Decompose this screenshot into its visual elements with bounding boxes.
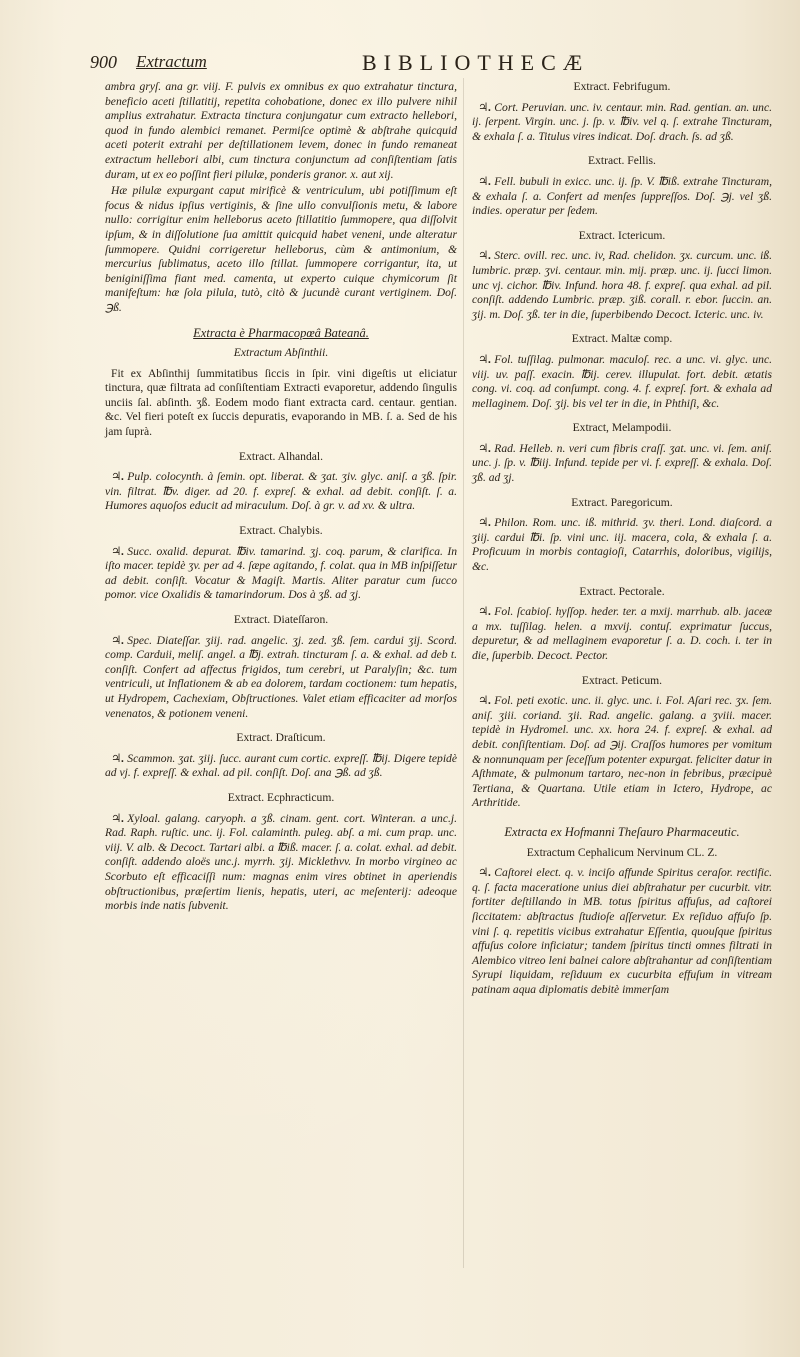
entry-heading: Extract. Peticum. (581, 673, 663, 687)
recipe-symbol: ♃. (111, 751, 125, 765)
recipe-paragraph: ♃. Cort. Peruvian. unc. iv. centaur. min. Rad. gentian. an. unc. ij. ſerpent. Virgin. unc. j. ſp. v. ℔iv. vel q. ſ. extrahe Tincturam, & exhala ſ. a. Titulus vires indicat. Doſ. drach. ſs. ad ʒß. (472, 100, 772, 143)
recipe-paragraph: ♃. Pulp. colocynth. à ſemin. opt. liberat. & ʒat. ʒiv. glyc. aniſ. a ʒß. ſpir. vin. filtrat. ℔v. diger. ad 20. f. expreſ. & exhal. ad debit. conſiſt. ſ. a. Humores aquoſos educit ad miraculum. Doſ. à gr. v. ad xv. & ultra. (105, 470, 457, 513)
recipe-symbol: ♃. (478, 605, 492, 619)
entry-heading: Extract. Pectorale. (579, 584, 665, 598)
subsection-heading: Extractum Abſinthii. (233, 346, 329, 360)
recipe-symbol: ♃. (111, 811, 125, 825)
recipe-symbol: ♃. (478, 249, 492, 263)
left-column (105, 80, 457, 916)
entry-heading: Extract. Fellis. (588, 154, 656, 168)
recipe-paragraph: ♃. Fol. peti exotic. unc. ii. glyc. unc. i. Fol. Aſari rec. ʒx. ſem. aniſ. ʒiii. coriand. ʒii. Rad. angelic. galang. a ʒviii. macer. tepidè in Hydromel. unc. xx. hora 24. f. expreſ. & exhal. ad debit. conſiſtentiam. Doſ. ad ℈ij. Craſſos humores per vomitum & nonnunquam per ſeceſſum potenter expurgat. feliciter datur in Aſthmate, & pulmonum tartaro, nec-non in febribus, præcipuè Tertiana, & Quartana. Utile etiam in Ictero, Hydrope, ac Arthritide. (472, 694, 772, 810)
entry-heading: Extract. Ictericum. (578, 228, 666, 242)
entry-heading: Extractum Cephalicum Nervinum CL. Z. (526, 845, 718, 859)
recipe-paragraph: ♃. Spec. Diateſſar. ʒiij. rad. angelic. ʒj. zed. ʒß. ſem. cardui ʒij. Scord. comp. Carduii, meliſ. angel. a ℔j. extrah. tincturam ſ. a. & exhal. ad deb t. conſiſt. Confert ad affectus frigidos, tum cerebri, ut Paralyſin; &c. tum ventriculi, ut Inflationem & ab ea dolorem, tardam coctionem: tum hepatis, ut Hydropem, Cachexiam, Obſtructiones. Valet etiam efficaciter ad morſos venenatos, & potionem veneni. (105, 633, 457, 720)
recipe-symbol: ♃. (478, 694, 492, 708)
entry-heading: Extract. Alhandal. (238, 449, 324, 463)
recipe-symbol: ♃. (478, 174, 492, 188)
recipe-paragraph: ♃. Sterc. ovill. rec. unc. iv, Rad. chelidon. ʒx. curcum. unc. iß. lumbric. præp. ʒvi. centaur. min. mij. præp. unc. ij. ſucci limon. unc vj. cichor. ℔iv. Infund. hora 48. f. expreſ. qua exhal. ad pil. conſiſt. addendo Lumbric. præp. ʒiß. corall. r. ebor. ſuccin. an. ʒij. m. Doſ. ʒß. ter in die, ſuperbibendo Decoct. Icteric. unc. iv. (472, 249, 772, 321)
recipe-symbol: ♃. (111, 544, 125, 558)
recipe-symbol: ♃. (478, 352, 492, 366)
recipe-paragraph: ♃. Succ. oxalid. depurat. ℔iv. tamarind. ʒj. coq. parum, & clarifica. In iſto macer. tepidè ʒv. per ad 4. ſæpe agitando, f. colat. qua in MB inſpiſſetur ad debit. conſiſt. Vocatur & Magiſt. Martis. Aliter paratur cum ſucco pomor. vice Oxalidis & tamarindorum. Dos à ʒß. ad ʒj. (105, 544, 457, 602)
entry-heading: Extract. Paregoricum. (571, 495, 673, 509)
recipe-paragraph: ♃. Fol. tuſſilag. pulmonar. maculoſ. rec. a unc. vi. glyc. unc. viij. uv. paſſ. exacin. ℔ij. cerev. illupulat. fort. debit. ætatis cong. vi. coq. ad conſumpt. cong. 4. f. expreſ. fort. & exhala ad mellaginem. Doſ. ʒij. bis vel ter in die, in Phthiſi, &c. (472, 352, 772, 410)
paragraph: ambra gryſ. ana gr. viij. F. pulvis ex omnibus ex quo extrahatur tinctura, beneficio aceti ſtillatitij, repetita cohobatione, donec ex illo pulvere nihil amplius extrahatur. Extracta tinctura conjungatur cum extracto hellebori, quod in fundo alembici remanet. Permiſce optimè & abſtrahe quicquid aceti poterit extrahi per deſtillationem levem, donec in fundo remaneat extractum hellebori albi, cum tinctura conjunctum ad conſiſtentiam ſatis duram, ut ex eo poſſint fieri pilulæ, ponderis granor. x. aut xij. (105, 80, 457, 181)
entry-heading: Extract. Chalybis. (239, 524, 323, 538)
entry-heading: Extract. Maltæ comp. (571, 332, 673, 346)
section-heading: Extracta è Pharmacopœâ Bateanâ. (193, 325, 369, 340)
running-head: Extractum (136, 52, 207, 71)
recipe-paragraph: ♃. Rad. Helleb. n. veri cum fibris craſſ. ʒat. unc. vi. ſem. aniſ. unc. j. ſp. v. ℔iij. Infund. tepide per vi. f. expreſſ. & exhala. Doſ. ʒß. ad ʒj. (472, 441, 772, 485)
entry-heading: Extract. Diateſſaron. (233, 613, 329, 626)
recipe-paragraph: ♃. Fell. bubuli in exicc. unc. ij. ſp. V. ℔iß. extrahe Tincturam, & exhala ſ. a. Confert ad menſes ſuppreſſos. Doſ. ℈j. vel ʒß. indies. operatur per ſedem. (472, 174, 772, 218)
page-title: BIBLIOTHECÆ (362, 50, 590, 75)
entry-heading: Extract, Melampodii. (572, 421, 672, 435)
recipe-paragraph: ♃. Fol. ſcabioſ. hyſſop. heder. ter. a mxij. marrhub. alb. jaceæ a mx. tuſſilag. helen. a mxvij. contuſ. exprimatur ſuccus, depuretur, & ad mellaginem evaporetur ſ. a. D. coch. i. ter in die, ſuperbib. Decoct. Pector. (472, 605, 772, 662)
recipe-symbol: ♃. (478, 516, 492, 530)
recipe-symbol: ♃. (478, 100, 492, 114)
paragraph: Hæ pilulæ expurgant caput mirificè & ventriculum, ubi potiſſimum eſt focus & nidus ipſius vertiginis, & ſine ullo convulſionis metu, & labore nullo: corrigitur enim helleborus aceto ſtillatitio ſummopere, qua diſſolvit ipſum, & in diſſolutione ſua amittit quicquid habet veneni, unde alteratur ſummopere. Quidni corrigeretur helleborus, cùm & antimonium, & mercurius ſublimatus, aceto illo ſtillat. ſummopere corrigantur, ita, ut beniginiſſima fiant med. camenta, ut experto cuique chymicorum ſit manifeſtum: hæ ſola pilula, tutò, citò & jucundè curant vertiginem. Doſ. ℈ß. (105, 184, 457, 314)
section-heading: Extracta ex Hofmanni Theſauro Pharmaceutic. (504, 824, 740, 839)
right-column (472, 80, 772, 999)
entry-heading: Extract. Febrifugum. (573, 80, 671, 93)
page-header (90, 52, 780, 74)
recipe-symbol: ♃. (478, 441, 492, 455)
recipe-symbol: ♃. (478, 866, 492, 880)
entry-heading: Extract. Ecphracticum. (227, 790, 335, 804)
recipe-paragraph: ♃. Philon. Rom. unc. iß. mithrid. ʒv. theri. Lond. diaſcord. a ʒiij. cardui ℔i. ſp. vini unc. iij. macera, cola, & exhala ſ. a. Proficuum in morbis contagioſi, Catarrhis, doloribus, vigilijs, &c. (472, 516, 772, 574)
column-divider (463, 78, 464, 1268)
recipe-symbol: ♃. (111, 633, 125, 647)
recipe-paragraph: ♃. Caſtorei elect. q. v. inciſo affunde Spiritus ceraſor. rectific. q. ſ. facta maceratione unius diei abſtrahatur per cucurbit. vitr. fortiter deſtillando in MB. totus ſpiritus affuſus, ad caſtorei ſiccitatem: abſtractus ſtudioſe aſſervetur. Ex reſiduo affuſo ſp. vini ſ. q. repetitis vicibus extrahatur Eſſentia, quouſque ſpiritus affuſus colore inficiatur; tandem ſpiritus tincti omnes filtrati in Alembico vitreo leni balnei calore abſtrahantur ad conſiſtentiam Syrupi liquidam, reſiduum ex cucurbita effuſum in vitream patinam aqua diplomatis debitè immerſam (472, 866, 772, 996)
recipe-symbol: ♃. (111, 470, 125, 484)
recipe-paragraph: ♃. Xyloal. galang. caryoph. a ʒß. cinam. gent. cort. Winteran. a unc.j. Rad. Raph. ruſtic. unc. ij. Fol. calaminth. puleg. abſ. a mi. cum prap. unc. viij. V. alb. & Decoct. Tartari albi. a ℔iß. macer. ſ. a. colat. exhal. ad debit. conſiſt. addendo aloës unc.j. myrrh. ʒij. Micklethvv. In morbo virgineo ac Scorbuto eſt efficaciſſi num: magnas enim vires obtinet in aperiendis obſtructionibus, præſertim lienis, hepatis, uteri, ac meſenterij: adeoque morbis inde natis ſubvenit. (105, 811, 457, 913)
recipe-paragraph: ♃. Scammon. ʒat. ʒiij. ſucc. aurant cum cortic. expreſſ. ℔ij. Digere tepidè ad vj. f. expreſſ. & exhal. ad pil. conſiſt. Doſ. ana ℈ß. ad ʒß. (105, 751, 457, 780)
paragraph: Fit ex Abſinthij ſummitatibus ſiccis in ſpir. vini digeſtis ut eliciatur tinctura, quæ filtrata ad conſiſtentiam Extracti evaporetur, addendo ſingulis unciis ſal. abſinth. ʒß. Eodem modo fiant extracta card. centaur. gentian. &c. Vel fieri poteſt ex ſuccis depuratis, evaporando in MB. ſ. a. Sed de his jam ſuprà. (105, 366, 457, 439)
entry-heading: Extract. Draſticum. (236, 731, 326, 745)
page-number: 900 (90, 52, 117, 72)
